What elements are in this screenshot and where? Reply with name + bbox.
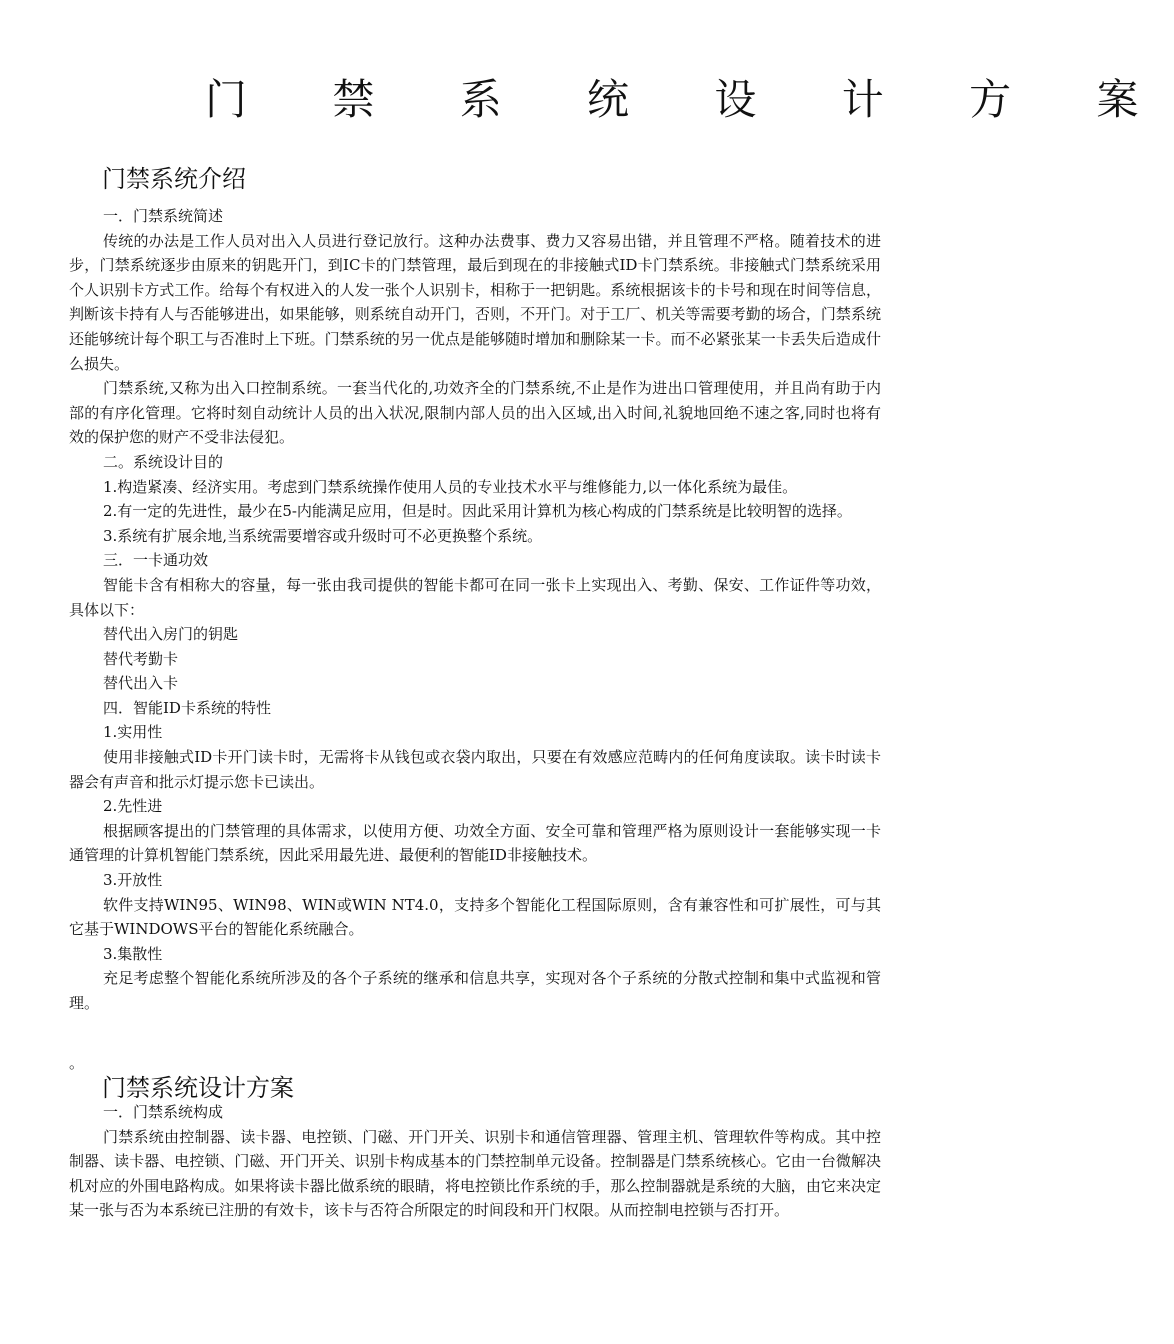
paragraph: 软件支持WIN95、WIN98、WIN或WIN NT4.0，支持多个智能化工程国际原则，含有兼容性和可扩展性，可与其它基于WINDOWS平台的智能化系统融合。: [69, 895, 881, 939]
paragraph: 充足考虑整个智能化系统所涉及的各个子系统的继承和信息共享，实现对各个子系统的分散式控制和集中式监视和管理。: [69, 969, 881, 1012]
subheading: 四．智能ID卡系统的特性: [103, 698, 271, 717]
subheading: 二。系统设计目的: [103, 452, 224, 471]
paragraph: 1.构造紧凑、经济实用。考虑到门禁系统操作使用人员的专业技术水平与维修能力,以一体化系统为最佳。: [103, 477, 798, 496]
paragraph: 门禁系统由控制器、读卡器、电控锁、门磁、开门开关、识别卡和通信管理器、管理主机、管理软件等构成。其中控制器、读卡器、电控锁、门磁、开门开关、识别卡构成基本的门禁控制单元设备。控制器是门禁系统核心。它由一台微解决机对应的外围电路构成。如果将读卡器比做系统的眼睛，将电控锁比作系统的手，那么控制器就是系统的大脑，由它来决定某一张与否为本系统已注册的有效卡，该卡与否符合所限定的时间段和开门权限。从而控制电控锁与否打开。: [69, 1127, 881, 1220]
subheading: 1.实用性: [103, 723, 163, 742]
subheading: 一．门禁系统简述: [103, 207, 224, 225]
document-title: 门 禁 系 统 设 计 方 案: [205, 75, 1174, 124]
paragraph: 2.有一定的先进性，最少在5-内能满足应用，但是时。因此采用计算机为核心构成的门禁系统是比较明智的选择。: [103, 502, 852, 521]
section-body-intro: [69, 204, 881, 1016]
list-item: 替代考勤卡: [103, 649, 179, 668]
list-item: 替代出入房门的钥匙: [103, 625, 239, 644]
subheading: 3.集散性: [103, 944, 163, 963]
section-heading-design: 门禁系统设计方案: [102, 1074, 294, 1102]
section-heading-intro: 门禁系统介绍: [102, 165, 246, 193]
subheading: 2.先性进: [103, 797, 163, 816]
subheading: 三．一卡通功效: [103, 551, 209, 570]
paragraph: 门禁系统,又称为出入口控制系统。一套当代化的,功效齐全的门禁系统,不止是作为进出口管理使用，并且尚有助于内部的有序化管理。它将时刻自动统计人员的出入状况,限制内部人员的出入区域,出入时间,礼貌地回绝不速之客,同时也将有效的保护您的财产不受非法侵犯。: [69, 379, 881, 447]
paragraph: 使用非接触式ID卡开门读卡时，无需将卡从钱包或衣袋内取出，只要在有效感应范畴内的任何角度读取。读卡时读卡器会有声音和批示灯提示您卡已读出。: [69, 748, 881, 791]
paragraph: 传统的办法是工作人员对出入人员进行登记放行。这种办法费事、费力又容易出错，并且管理不严格。随着技术的进步，门禁系统逐步由原来的钥匙开门，到IC卡的门禁管理，最后到现在的非接触式ID卡门禁系统。非接触式门禁系统采用个人识别卡方式工作。给每个有权进入的人发一张个人识别卡，相称于一把钥匙。系统根据该卡的卡号和现在时间等信息，判断该卡持有人与否能够进出，如果能够，则系统自动开门，否则，不开门。对于工厂、机关等需要考勤的场合，门禁系统还能够统计每个职工与否准时上下班。门禁系统的另一优点是能够随时增加和删除某一卡。而不必紧张某一卡丢失后造成什么损失。: [69, 231, 881, 373]
paragraph: 智能卡含有相称大的容量，每一张由我司提供的智能卡都可在同一张卡上实现出入、考勤、保安、工作证件等功效，具体以下：: [69, 575, 881, 619]
section-body-design: [69, 1100, 881, 1223]
subheading: 一．门禁系统构成: [103, 1103, 224, 1121]
subheading: 3.开放性: [103, 871, 163, 890]
paragraph: 根据顾客提出的门禁管理的具体需求，以使用方便、功效全方面、安全可靠和管理严格为原则设计一套能够实现一卡通管理的计算机智能门禁系统，因此采用最先进、最便利的智能ID非接触技术。: [69, 821, 881, 865]
separator-mark: 。: [69, 1054, 85, 1072]
list-item: 替代出入卡: [103, 674, 179, 693]
paragraph: 3.系统有扩展余地,当系统需要增容或升级时可不必更换整个系统。: [103, 526, 543, 545]
